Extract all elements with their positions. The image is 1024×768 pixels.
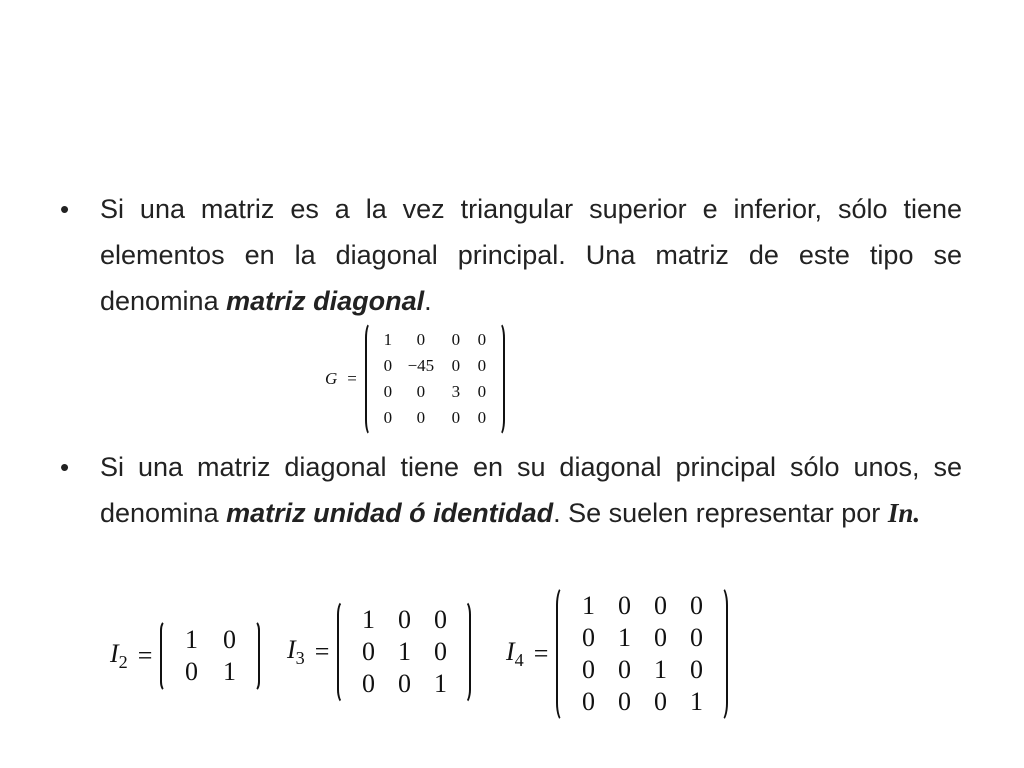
matrix-cell: 0 (361, 637, 375, 666)
matrix-cell: 0 (416, 382, 426, 401)
matrix-cell: 0 (383, 408, 393, 427)
matrix-cell: 0 (397, 669, 411, 698)
matrix-cell: 1 (433, 669, 447, 698)
equals-sign: = (533, 639, 549, 668)
bullet-body-text: Si una matriz es a la vez triangular superior e inferior, sólo tiene elementos en la diagonal principal. Una matriz de este tipo se denomina (100, 194, 962, 316)
matrix-cell: 1 (222, 657, 236, 686)
term-matriz-identidad: matriz unidad ó identidad (226, 498, 554, 528)
right-parenthesis (494, 322, 505, 436)
bullet-body-text: Si una matriz diagonal tiene en su diagonal principal sólo unos, se denomina (100, 452, 962, 528)
matrix-cell: 0 (416, 330, 426, 349)
matrix-i2-equation (110, 620, 260, 692)
matrix-name: $I_3$ (287, 634, 305, 669)
left-parenthesis (365, 322, 376, 436)
bullet-paragraph (100, 444, 962, 536)
matrix-cell: 3 (451, 382, 461, 401)
equals-sign: = (137, 641, 153, 670)
matrix-cell: 0 (689, 623, 703, 652)
bullet-diagonal-definition (60, 186, 962, 324)
matrix-g-equation (325, 322, 505, 436)
matrix-cell: 0 (222, 625, 236, 654)
matrix-cell: 1 (184, 625, 198, 654)
matrix-cell: 0 (617, 687, 631, 716)
equals-sign: = (314, 637, 330, 666)
bullet-marker: • (60, 194, 70, 224)
matrix-cell: 0 (451, 356, 461, 375)
right-parenthesis (714, 586, 728, 722)
matrix-cell: 0 (477, 408, 487, 427)
bullet-identity-definition (60, 444, 962, 536)
right-parenthesis (248, 620, 260, 692)
matrix-cell: 1 (689, 687, 703, 716)
matrix-cell: 1 (653, 655, 667, 684)
matrix-cell: 1 (617, 623, 631, 652)
matrix-cell: 0 (653, 591, 667, 620)
matrix-cell: 0 (617, 591, 631, 620)
matrix-cell: 0 (383, 356, 393, 375)
matrix-cell: 0 (477, 356, 487, 375)
matrix-name: G (325, 369, 338, 388)
matrix-cell: 0 (653, 687, 667, 716)
matrix-grid (570, 590, 714, 718)
left-parenthesis (160, 620, 172, 692)
matrix-cell: 0 (581, 623, 595, 652)
matrix-cell: 1 (397, 637, 411, 666)
matrix-grid (350, 604, 458, 700)
matrix-cell: 1 (361, 605, 375, 634)
right-parenthesis (458, 600, 471, 704)
matrix-cell: 0 (581, 687, 595, 716)
matrix-cell: −45 (407, 356, 435, 375)
matrix-cell: 0 (433, 605, 447, 634)
left-parenthesis (556, 586, 570, 722)
bullet-mid-text: . Se suelen representar por (553, 498, 888, 528)
matrix-grid (172, 624, 248, 688)
bullet-marker: • (60, 452, 70, 482)
matrix-cell: 0 (477, 330, 487, 349)
matrix-name: $I_2$ (110, 638, 128, 673)
matrix-cell: 0 (397, 605, 411, 634)
matrix-cell: 0 (184, 657, 198, 686)
term-matriz-diagonal: matriz diagonal (226, 286, 425, 316)
matrix-cell: 0 (383, 382, 393, 401)
bullet-paragraph (100, 186, 962, 324)
matrix-i4-equation (506, 586, 728, 722)
matrix-cell: 1 (581, 591, 595, 620)
matrix-cell: 0 (477, 382, 487, 401)
matrix-grid (376, 327, 494, 431)
matrix-cell: 0 (581, 655, 595, 684)
equals-sign: = (347, 369, 357, 388)
matrix-cell: 0 (451, 330, 461, 349)
matrix-cell: 0 (689, 591, 703, 620)
matrix-cell: 0 (653, 623, 667, 652)
matrix-cell: 0 (433, 637, 447, 666)
matrix-cell: 1 (383, 330, 393, 349)
identity-symbol: In. (887, 498, 921, 528)
bullet-tail-text: . (424, 286, 432, 316)
matrix-cell: 0 (617, 655, 631, 684)
matrix-cell: 0 (361, 669, 375, 698)
left-parenthesis (337, 600, 350, 704)
matrix-name: $I_4$ (506, 636, 524, 671)
matrix-cell: 0 (416, 408, 426, 427)
matrix-cell: 0 (689, 655, 703, 684)
matrix-cell: 0 (451, 408, 461, 427)
matrix-i3-equation (287, 600, 471, 704)
